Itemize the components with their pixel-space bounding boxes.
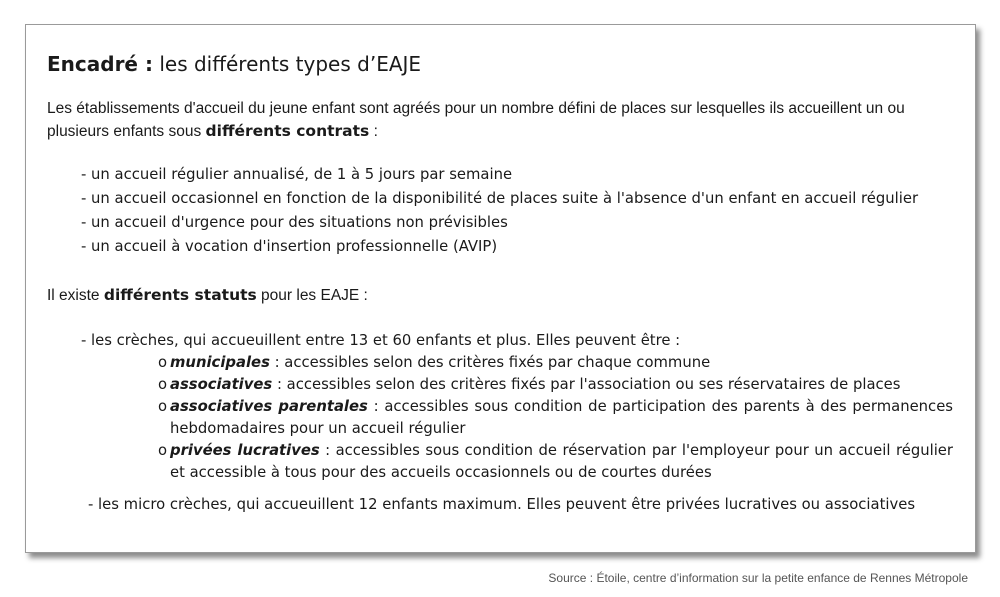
creche-types-list [158, 352, 953, 484]
type-name: municipales [170, 354, 270, 371]
list-item [158, 396, 953, 440]
intro-paragraph [47, 97, 959, 143]
bullet: o [158, 442, 168, 459]
intro-text: Les établissements d'accueil du jeune enfant sont agréés pour un nombre défini de places sur lesquelles ils accueillent un ou plusieurs enfants sous [47, 100, 905, 140]
type-desc: : accessibles selon des critères fixés par chaque commune [269, 354, 711, 371]
encadre-title [47, 51, 421, 77]
list-item [158, 440, 953, 484]
statuts-paragraph [47, 284, 368, 307]
bullet: o [158, 376, 168, 393]
micro-creches-item: - les micro crèches, qui accueuillent 12 enfants maximum. Elles peuvent être privées lucratives ou associatives [88, 496, 916, 513]
statuts-bold: différents statuts [103, 286, 257, 304]
type-name: associatives parentales [170, 398, 368, 415]
type-desc: : accessibles sous condition de réservation par l'employeur pour un accueil régulier et accessible à tous pour des accueils occasionnels ou de courtes durées [170, 442, 953, 481]
bullet: o [158, 398, 168, 415]
source-caption: Source : Étoile, centre d’information sur la petite enfance de Rennes Métropole [548, 571, 968, 585]
intro-bold: différents contrats [205, 122, 370, 140]
type-desc: : accessibles selon des critères fixés par l'association ou ses réservataires de places [272, 376, 901, 393]
contrats-list [81, 163, 918, 259]
statuts-end: pour les EAJE : [256, 287, 368, 304]
list-item: - un accueil régulier annualisé, de 1 à 5 jours par semaine [81, 166, 513, 183]
list-item: - un accueil à vocation d'insertion professionnelle (AVIP) [81, 238, 498, 255]
title-bold: Encadré : [47, 52, 153, 76]
list-item: - un accueil occasionnel en fonction de la disponibilité de places suite à l'absence d'un enfant en accueil régulier [81, 190, 919, 207]
list-item [158, 374, 953, 396]
title-rest: les différents types d’EAJE [152, 52, 422, 76]
type-name: associatives [170, 376, 273, 393]
type-name: privées lucratives [170, 442, 320, 459]
type-desc: : accessibles sous condition de participation des parents à des permanences hebdomadaires pour un accueil régulier [170, 398, 954, 437]
list-item: - un accueil d'urgence pour des situations non prévisibles [81, 214, 508, 231]
creches-item: - les crèches, qui accueuillent entre 13 et 60 enfants et plus. Elles peuvent être : [81, 332, 681, 349]
bullet: o [158, 354, 168, 371]
statuts-text: Il existe [47, 287, 104, 304]
intro-end: : [369, 123, 378, 140]
encadre-box [25, 24, 976, 553]
list-item [158, 352, 953, 374]
